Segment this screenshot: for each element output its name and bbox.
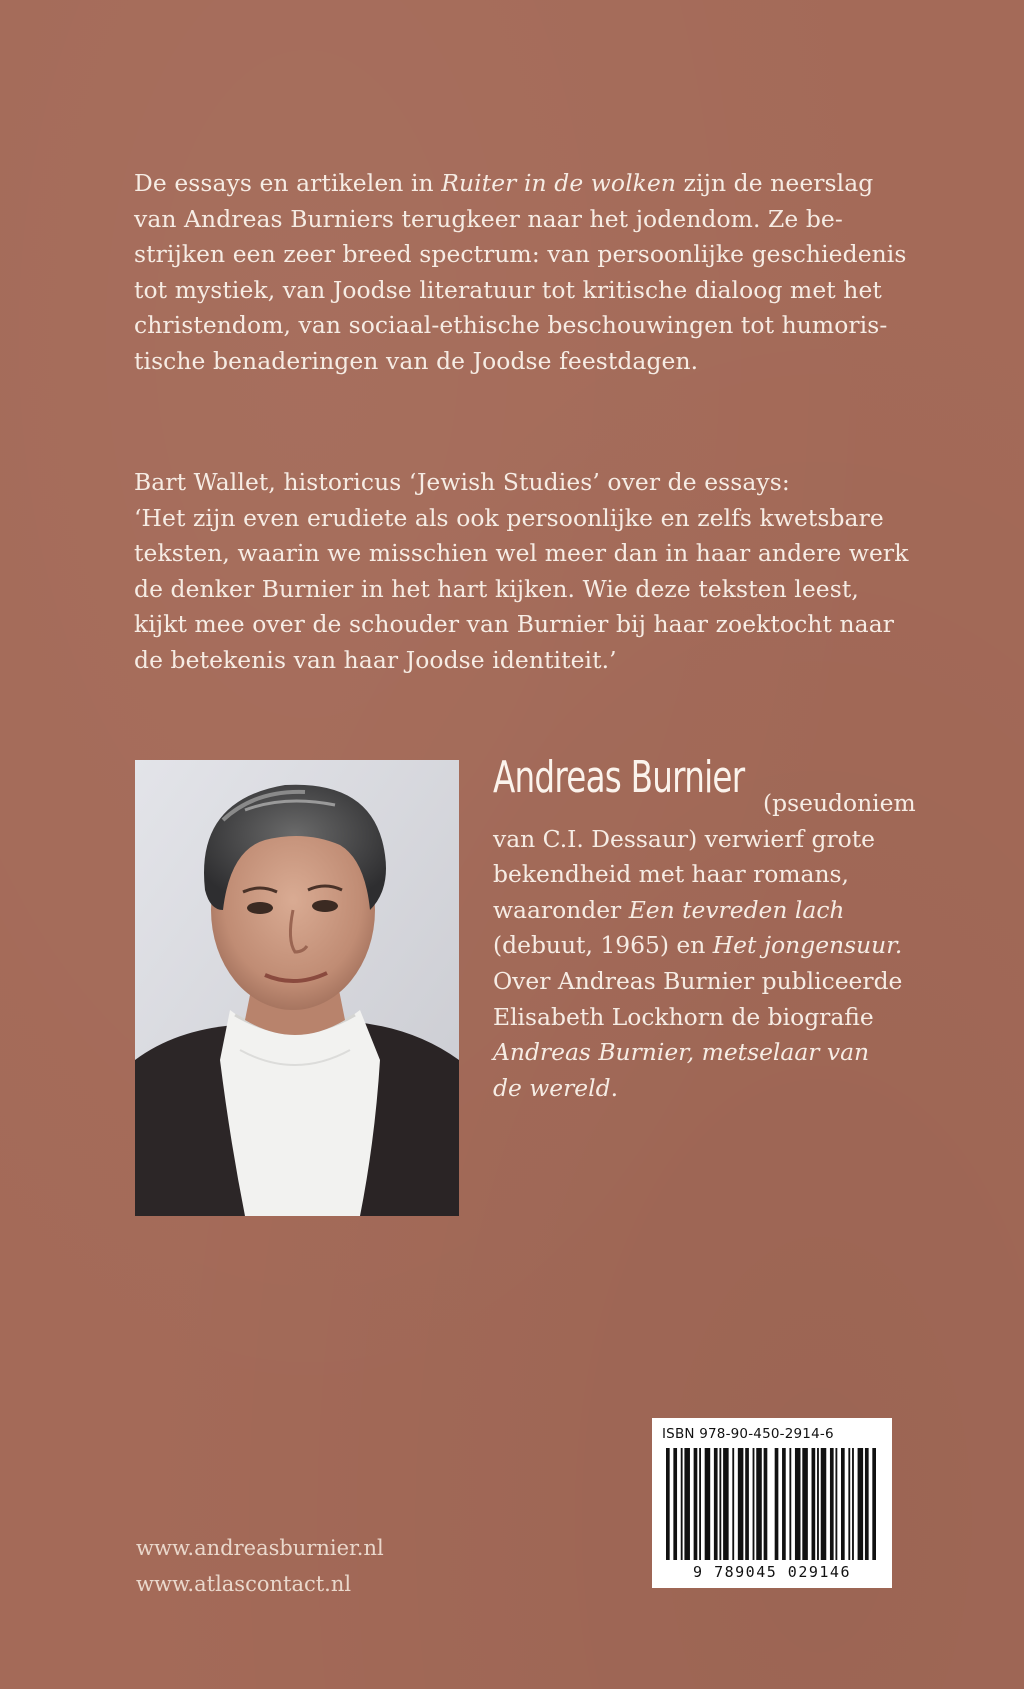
barcode-bar (723, 1448, 729, 1560)
barcode-bar (821, 1448, 827, 1560)
barcode-bars (662, 1448, 882, 1560)
author-photo (135, 760, 459, 1216)
blurb-line: tische benaderingen van de Joodse feestdagen. (134, 346, 699, 375)
blurb-line: tot mystiek, van Joodse literatuur tot kritische dialoog met het (134, 275, 882, 304)
bio-line: (debuut, 1965) en Het jongensuur. (493, 931, 903, 960)
barcode-bar (673, 1448, 677, 1560)
novel-title: Het jongensuur. (712, 931, 903, 960)
bio-line: bekendheid met haar romans, (493, 860, 849, 889)
barcode-bar (694, 1448, 698, 1560)
barcode-bar (848, 1448, 850, 1560)
bio-line: de wereld. (493, 1073, 619, 1102)
bio-line: (pseudoniem (763, 789, 916, 817)
barcode-bar (782, 1448, 786, 1560)
review-quote (134, 465, 914, 679)
website-list (136, 1530, 384, 1602)
barcode-bar (745, 1448, 749, 1560)
barcode-bar (835, 1448, 837, 1560)
quote-line: Bart Wallet, historicus ‘Jewish Studies’ over de essays: (134, 468, 790, 496)
book-title: Ruiter in de wolken (441, 169, 677, 197)
barcode-bar (756, 1448, 762, 1560)
quote-line: de betekenis van haar Joodse identiteit.’ (134, 645, 617, 674)
quote-line: teksten, waarin we misschien wel meer dan in haar andere werk (134, 539, 909, 568)
barcode-digits: 9 789045 029146 (693, 1563, 851, 1581)
barcode-bar (764, 1448, 768, 1560)
barcode-bar (705, 1448, 711, 1560)
barcode-bar (789, 1448, 791, 1560)
barcode-bar (852, 1448, 854, 1560)
isbn-label: ISBN 978-90-450-2914-6 (662, 1426, 834, 1442)
bio-line: waaronder Een tevreden lach (493, 895, 845, 924)
barcode-bar (714, 1448, 718, 1560)
blurb-line: christendom, van sociaal-ethische beschouwingen tot humoris- (134, 311, 888, 340)
bio-line: van C.I. Dessaur) verwierf grote (493, 824, 875, 853)
barcode-bar (872, 1448, 876, 1560)
barcode-bar (775, 1448, 779, 1560)
author-bio (493, 786, 933, 1106)
blurb-line: van Andreas Burniers terugkeer naar het jodendom. Ze be- (134, 204, 843, 233)
barcode-bar (719, 1448, 721, 1560)
barcode-bar (738, 1448, 744, 1560)
quote-line: kijkt mee over de schouder van Burnier bij haar zoektocht naar (134, 610, 895, 639)
barcode-bar (666, 1448, 670, 1560)
biography-title: Andreas Burnier, metselaar van (493, 1038, 870, 1067)
blurb-line: De essays en artikelen in Ruiter in de wolken zijn de neerslag (134, 169, 874, 197)
barcode-bar (681, 1448, 683, 1560)
barcode-bar (841, 1448, 845, 1560)
barcode-bar (812, 1448, 816, 1560)
barcode-bar (858, 1448, 864, 1560)
novel-title: Een tevreden lach (628, 895, 845, 924)
blurb-line: strijken een zeer breed spectrum: van persoonlijke geschiedenis (134, 240, 907, 269)
bio-line (493, 1035, 933, 1071)
website-link-atlascontact[interactable]: www.atlascontact.nl (136, 1572, 352, 1596)
blurb-paragraph (134, 166, 914, 380)
website-link-andreasburnier[interactable]: www.andreasburnier.nl (136, 1536, 384, 1560)
quote-line: ‘Het zijn even erudiete als ook persoonlijke en zelfs kwetsbare (134, 503, 884, 532)
isbn-barcode (652, 1418, 892, 1588)
barcode-bar (795, 1448, 801, 1560)
barcode-bar (699, 1448, 701, 1560)
author-name: Andreas Burnier (493, 752, 745, 803)
barcode-bar (830, 1448, 834, 1560)
barcode-bar (817, 1448, 819, 1560)
barcode-bar (802, 1448, 808, 1560)
quote-line: de denker Burnier in het hart kijken. Wie deze teksten leest, (134, 574, 859, 603)
barcode-bar (732, 1448, 734, 1560)
biography-title: de wereld (493, 1073, 611, 1102)
barcode-bar (684, 1448, 690, 1560)
barcode-bar (753, 1448, 755, 1560)
bio-line: Over Andreas Burnier publiceerde (493, 966, 903, 995)
bio-line: Elisabeth Lockhorn de biografie (493, 1002, 874, 1031)
barcode-bar (865, 1448, 869, 1560)
